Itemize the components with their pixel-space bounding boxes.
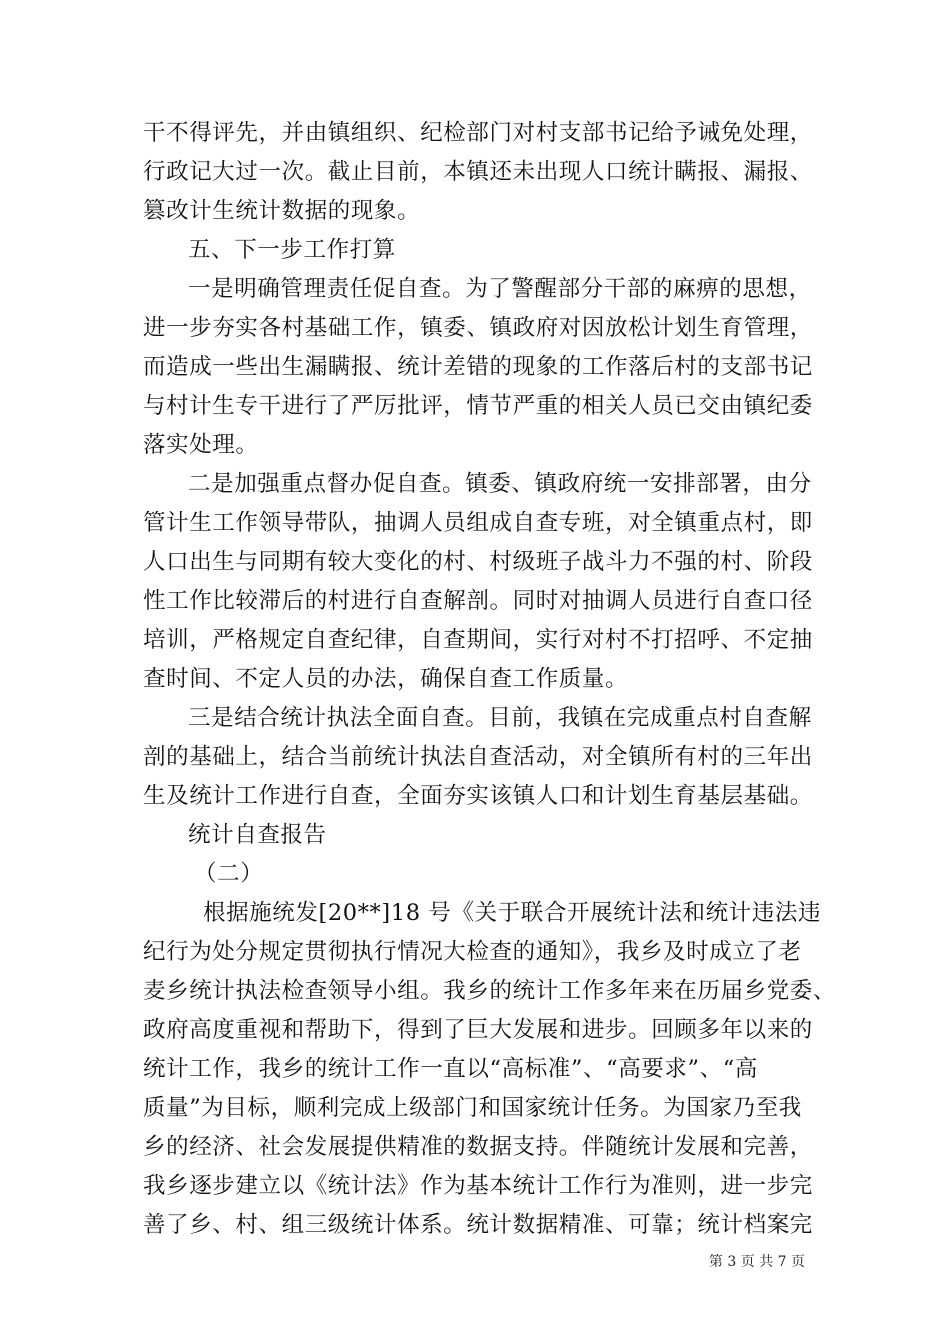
section-heading: 五、下一步工作打算 xyxy=(188,237,396,263)
page-number: 第 3 页 共 7 页 xyxy=(708,1254,805,1270)
text-line: 管计生工作领导带队，抽调人员组成自查专班，对全镇重点村，即 xyxy=(143,510,813,536)
text-line: 一是明确管理责任促自查。为了警醒部分干部的麻痹的思想， xyxy=(188,276,812,302)
text-line: 性工作比较滞后的村进行自查解剖。同时对抽调人员进行自查口径 xyxy=(143,588,813,614)
text-line: 统计工作，我乡的统计工作一直以“高标准”、“高要求”、“高 xyxy=(143,1056,758,1082)
text-line: 与村计生专干进行了严厉批评，情节严重的相关人员已交由镇纪委 xyxy=(143,393,813,419)
text-line: 而造成一些出生漏瞒报、统计差错的现象的工作落后村的支部书记 xyxy=(143,354,813,380)
text-line: 落实处理。 xyxy=(143,432,259,458)
text-line: 生及统计工作进行自查，全面夯实该镇人口和计划生育基层基础。 xyxy=(143,783,813,809)
text-line: 根据施统发[20**]18 号《关于联合开展统计法和统计违法违 xyxy=(203,900,822,926)
text-line: 培训，严格规定自查纪律，自查期间，实行对村不打招呼、不定抽 xyxy=(143,627,813,653)
text-line: 人口出生与同期有较大变化的村、村级班子战斗力不强的村、阶段 xyxy=(143,549,813,575)
text-line: 篡改计生统计数据的现象。 xyxy=(143,198,421,224)
text-line: 二是加强重点督办促自查。镇委、镇政府统一安排部署，由分 xyxy=(188,471,812,497)
text-line: 三是结合统计执法全面自查。目前，我镇在完成重点村自查解 xyxy=(188,705,812,731)
text-line: 进一步夯实各村基础工作，镇委、镇政府对因放松计划生育管理， xyxy=(143,315,813,341)
text-line: 查时间、不定人员的办法，确保自查工作质量。 xyxy=(143,666,629,692)
text-line: 政府高度重视和帮助下，得到了巨大发展和进步。回顾多年以来的 xyxy=(143,1017,813,1043)
text-line: 善了乡、村、组三级统计体系。统计数据精准、可靠；统计档案完 xyxy=(143,1212,813,1238)
report-subtitle: （二） xyxy=(194,861,264,887)
text-line: 我乡逐步建立以《统计法》作为基本统计工作行为准则，进一步完 xyxy=(143,1173,813,1199)
text-line: 行政记大过一次。截止目前，本镇还未出现人口统计瞒报、漏报、 xyxy=(143,159,813,185)
report-title: 统计自查报告 xyxy=(188,822,327,848)
text-line: 麦乡统计执法检查领导小组。我乡的统计工作多年来在历届乡党委、 xyxy=(143,978,837,1004)
text-line: 乡的经济、社会发展提供精准的数据支持。伴随统计发展和完善， xyxy=(143,1134,813,1160)
text-line: 纪行为处分规定贯彻执行情况大检查的通知》，我乡及时成立了老 xyxy=(143,939,802,965)
text-line: 质量”为目标，顺利完成上级部门和国家统计任务。为国家乃至我 xyxy=(143,1095,802,1121)
text-line: 干不得评先，并由镇组织、纪检部门对村支部书记给予诫免处理， xyxy=(143,120,813,146)
text-line: 剖的基础上，结合当前统计执法自查活动，对全镇所有村的三年出 xyxy=(143,744,813,770)
